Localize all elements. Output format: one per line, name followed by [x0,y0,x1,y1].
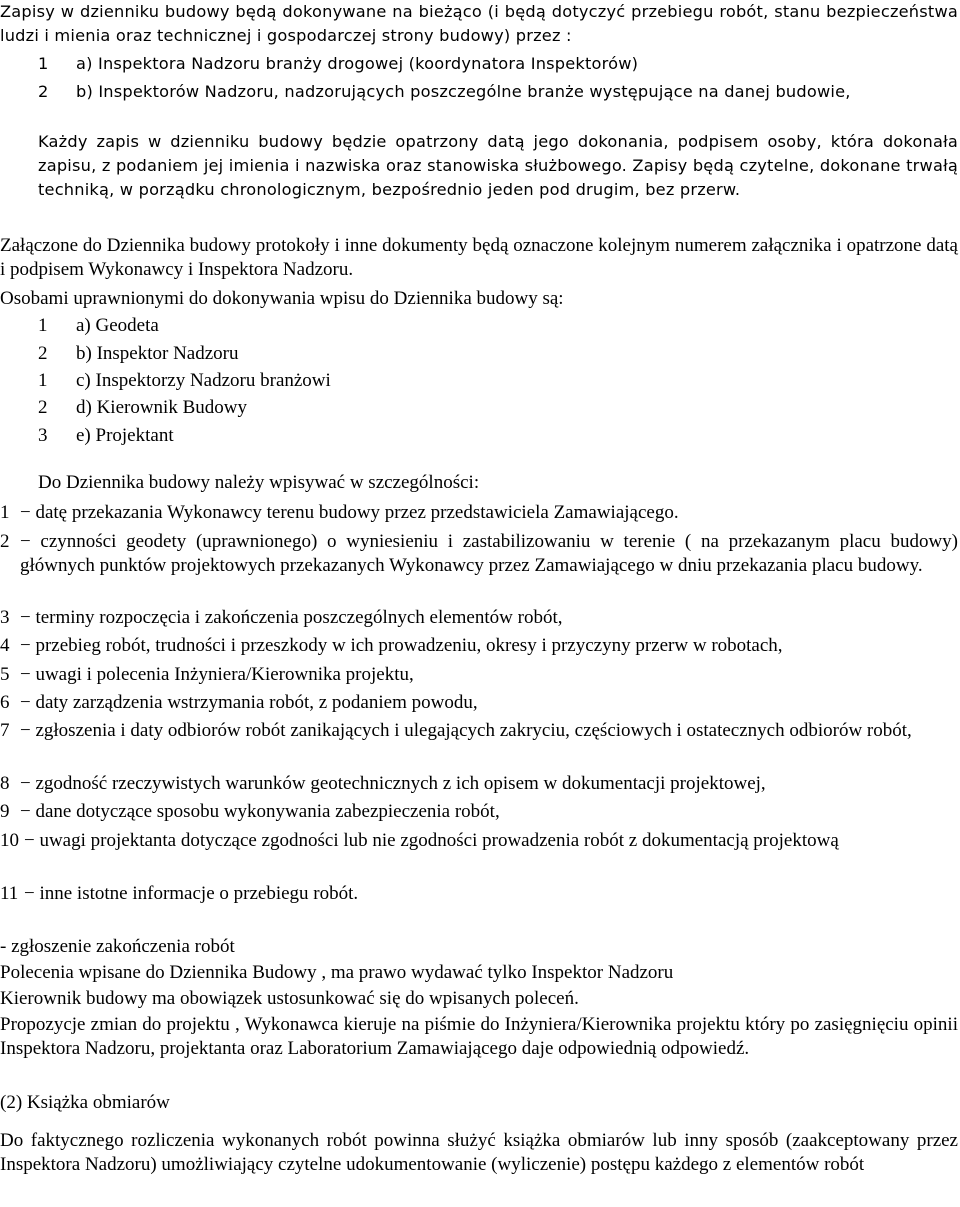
list-item-text: b) Inspektor Nadzoru [76,343,239,364]
list-item [0,882,958,906]
list-item-text: − zgodność rzeczywistych warunków geotechnicznych z ich opisem w dokumentacji projektowej, [20,773,766,794]
list-item [0,501,958,525]
manager-duty-line: Kierownik budowy ma obowiązek ustosunkować się do wpisanych poleceń. [0,988,579,1009]
list-item-text: − przebieg robót, trudności i przeszkody w ich prowadzeniu, okresy i przyczyny przerw w robotach, [20,635,783,656]
list-item-number: 11 [0,883,19,904]
changes-paragraph: Propozycje zmian do projektu , Wykonawca kieruje na piśmie do Inżyniera/Kierownika projektu który po zasięgnięciu opinii Inspektora Nadzoru, projektanta oraz Laboratorium Zamawiającego daje odpowiednią odpowiedź. [0,1014,958,1059]
list-item [0,342,958,366]
completion-line: - zgłoszenie zakończenia robót [0,936,235,957]
list-item-number: 4 [0,635,10,656]
list-item-text: a) Geodeta [76,315,159,336]
list-item-number: 3 [38,425,48,446]
list-item-text: − inne istotne informacje o przebiegu robót. [24,883,359,904]
list-item-text: − uwagi i polecenia Inżyniera/Kierownika projektu, [20,664,414,685]
list-item [0,424,958,448]
list-item-text: − czynności geodety (uprawnionego) o wyniesieniu i zastabilizowaniu w terenie ( na przekazanym placu budowy) głównych punktów projektowych przekazanych Wykonawcy przez Zamawiającego w dniu przekazania placu budowy. [20,531,958,576]
list-item-number: 9 [0,801,10,822]
attachments-paragraph: Załączone do Dziennika budowy protokoły i inne dokumenty będą oznaczone kolejnym numerem załącznika i opatrzone datą i podpisem Wykonawcy i Inspektora Nadzoru. [0,235,958,280]
entry-rules-paragraph: Każdy zapis w dzienniku budowy będzie opatrzony datą jego dokonania, podpisem osoby, która dokonała zapisu, z podaniem jej imienia i nazwiska oraz stanowiska służbowego. Zapisy będą czytelne, dokonane trwałą techniką, w porządku chronologicznym, bezpośrednio jeden pod drugim, bez przerw. [38,132,958,199]
list-item-number: 1 [38,315,48,336]
list-item [0,396,958,420]
list-item [0,52,958,76]
list-item-text: c) Inspektorzy Nadzoru branżowi [76,370,331,391]
list-item-number: 7 [0,720,10,741]
list-item [0,829,958,853]
list-item-text: − daty zarządzenia wstrzymania robót, z podaniem powodu, [20,692,478,713]
list-item [0,719,958,743]
list-item [0,606,958,630]
list-item [0,314,958,338]
list-item-number: 8 [0,773,10,794]
list-item-number: 2 [38,397,48,418]
list-item-number: 10 [0,830,19,851]
list-item-text: − uwagi projektanta dotyczące zgodności lub nie zgodności prowadzenia robót z dokumentacją projektową [24,830,839,851]
list-item-text: − dane dotyczące sposobu wykonywania zabezpieczenia robót, [20,801,500,822]
list-item [0,800,958,824]
list-item-number: 1 [0,502,10,523]
list-item-number: 3 [0,607,10,628]
list-item-text: − datę przekazania Wykonawcy terenu budowy przez przedstawiciela Zamawiającego. [20,502,679,523]
list-item [0,634,958,658]
list-item-text: d) Kierownik Budowy [76,397,247,418]
list-item [0,369,958,393]
list-item-number: 1 [38,54,49,73]
list-item [0,691,958,715]
list-item [0,80,958,104]
list-item-number: 1 [38,370,48,391]
list-item-number: 6 [0,692,10,713]
section-2-paragraph: Do faktycznego rozliczenia wykonanych robót powinna służyć książka obmiarów lub inny sposób (zaakceptowany przez Inspektora Nadzoru) umożliwiający czytelne udokumentowanie (wyliczenie) postępu każdego z elementów robót [0,1130,958,1175]
list-item [0,663,958,687]
list-item [0,772,958,796]
list-item-text: a) Inspektora Nadzoru branży drogowej (koordynatora Inspektorów) [76,54,639,73]
list-item-text: − terminy rozpoczęcia i zakończenia poszczególnych elementów robót, [20,607,563,628]
list-item-text: b) Inspektorów Nadzoru, nadzorujących poszczególne branże występujące na danej budowie, [76,82,851,101]
section-2-heading: (2) Książka obmiarów [0,1092,170,1113]
list-item [0,530,958,578]
authorized-heading: Osobami uprawnionymi do dokonywania wpisu do Dziennika budowy są: [0,288,564,309]
list-item-number: 2 [0,531,10,552]
list-item-number: 2 [38,82,49,101]
entries-heading: Do Dziennika budowy należy wpisywać w szczególności: [38,472,480,493]
orders-line: Polecenia wpisane do Dziennika Budowy , ma prawo wydawać tylko Inspektor Nadzoru [0,962,674,983]
list-item-number: 2 [38,343,48,364]
list-item-number: 5 [0,664,10,685]
intro-paragraph: Zapisy w dzienniku budowy będą dokonywane na bieżąco (i będą dotyczyć przebiegu robót, stanu bezpieczeństwa ludzi i mienia oraz technicznej i gospodarczej strony budowy) przez : [0,2,958,45]
list-item-text: e) Projektant [76,425,174,446]
list-item-text: − zgłoszenia i daty odbiorów robót zanikających i ulegających zakryciu, częściowych i ostatecznych odbiorów robót, [20,720,912,741]
